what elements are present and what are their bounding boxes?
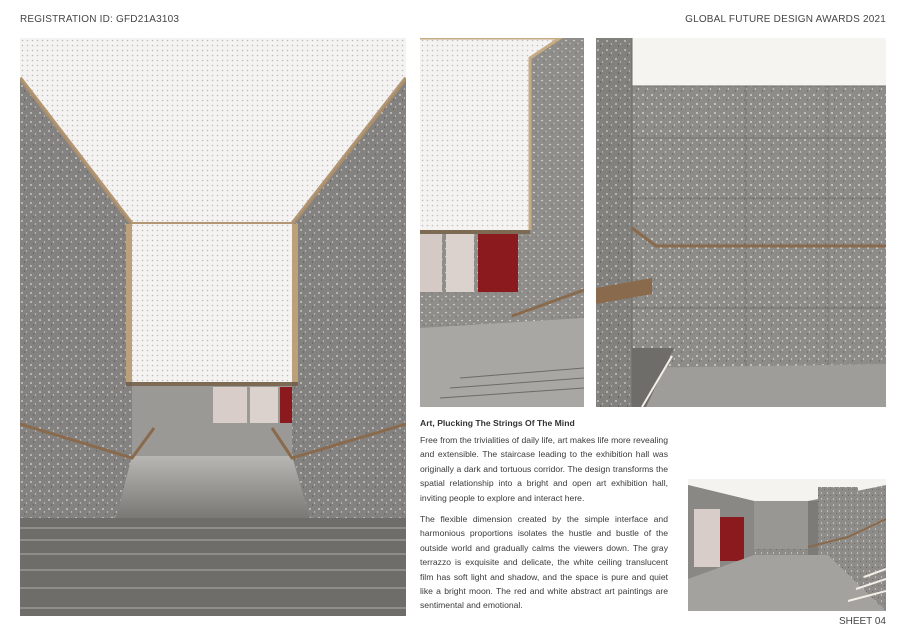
staircase-render-main bbox=[20, 38, 406, 616]
registration-id: REGISTRATION ID: GFD21A3103 bbox=[20, 14, 180, 25]
sheet-number: SHEET 04 bbox=[838, 616, 886, 627]
award-title: GLOBAL FUTURE DESIGN AWARDS 2021 bbox=[685, 14, 886, 25]
article-paragraph-2: The flexible dimension created by the simple interface and harmonious proportions isolates the hustle and bustle of the outside world and gradually calms the viewers down. The gray terrazzo is exquisite and delicate, the white ceiling translucent film has soft light and shadow, and the space is pure and quiet like a bright moon. The red and white abstract art paintings are sentimental and emotional. bbox=[420, 514, 668, 611]
corridor-render bbox=[596, 38, 886, 407]
exhibition-hall-render bbox=[688, 479, 886, 611]
article-paragraph-1: Free from the trivialities of daily life, art makes life more revealing and extensible. The staircase leading to the exhibition hall was originally a dark and tortuous corridor. The design transforms the spatial relationship into a bright and open art exhibition hall, inviting people to explore and interact here. bbox=[420, 435, 668, 503]
stairwell-render-side bbox=[420, 38, 584, 407]
article-title: Art, Plucking The Strings Of The Mind bbox=[420, 418, 575, 428]
